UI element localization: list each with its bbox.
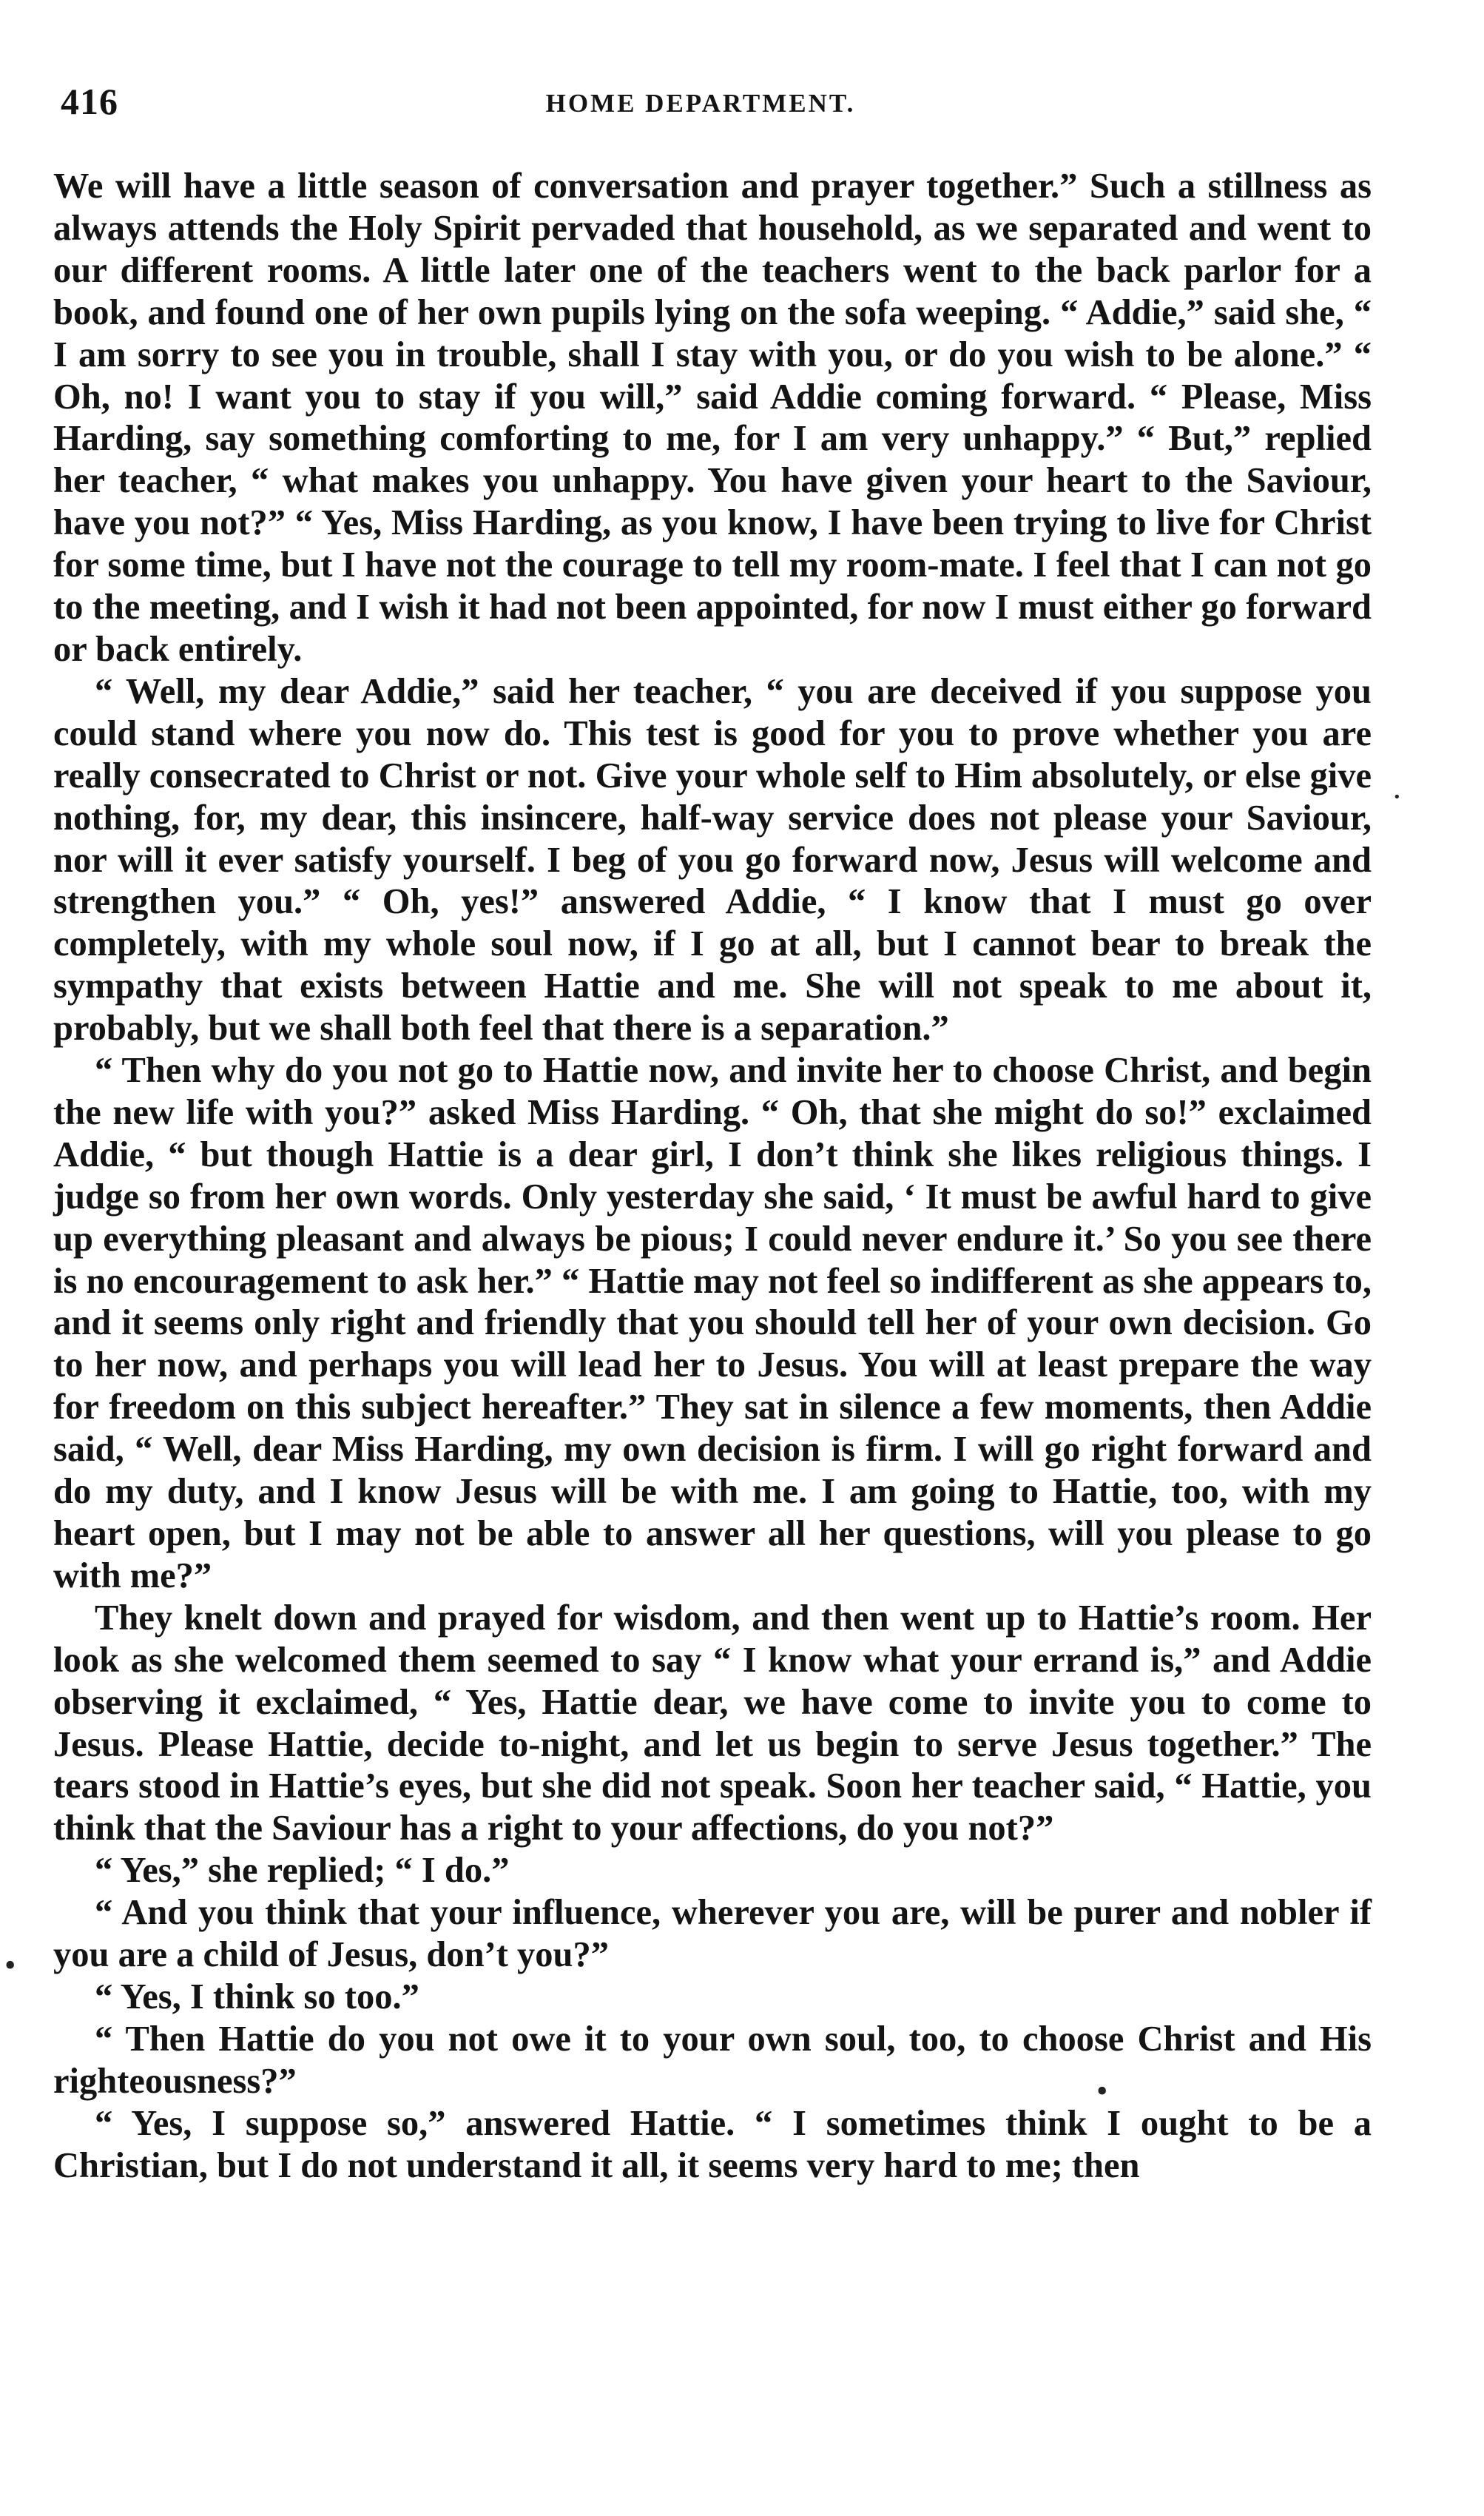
paragraph-2: “ Well, my dear Addie,” said her teacher, “ you are deceived if you suppose you could stand where you now do. This test is good for you to prove whether you are really consecrated to Christ or not. Give your whole self to Him absolutely, or else give nothing, for, my dear, this insincere, half-way service does not please your Saviour, nor will it ever satisfy yourself. I beg of you go forward now, Jesus will welcome and strengthen you.” “ Oh, yes!” answered Addie, “ I know that I must go over completely, with my whole soul now, if I go at all, but I cannot bear to break the sympathy that exists between Hattie and me. She will not speak to me about it, probably, but we shall both feel that there is a separation.”: [53, 671, 1372, 1049]
running-head-title: HOME DEPARTMENT.: [545, 89, 856, 118]
paragraph-1: We will have a little season of conversation and prayer together.” Such a stillness as always attends the Holy Spirit pervaded that household, as we separated and went to our different rooms. A little later one of the teachers went to the back parlor for a book, and found one of her own pupils lying on the sofa weeping. “ Addie,” said she, “ I am sorry to see you in trouble, shall I stay with you, or do you wish to be alone.” “ Oh, no! I want you to stay if you will,” said Addie coming forward. “ Please, Miss Harding, say something comforting to me, for I am very unhappy.” “ But,” replied her teacher, “ what makes you unhappy. You have given your heart to the Saviour, have you not?” “ Yes, Miss Harding, as you know, I have been trying to live for Christ for some time, but I have not the courage to tell my room-mate. I feel that I can not go to the meeting, and I wish it had not been appointed, for now I must either go forward or back entirely.: [53, 166, 1372, 669]
paragraph-3: “ Then why do you not go to Hattie now, and invite her to choose Christ, and begin the new life with you?” asked Miss Harding. “ Oh, that she might do so!” exclaimed Addie, “ but though Hattie is a dear girl, I don’t think she likes religious things. I judge so from her own words. Only yesterday she said, ‘ It must be awful hard to give up everything pleasant and always be pious; I could never endure it.’ So you see there is no encouragement to ask her.” “ Hattie may not feel so indifferent as she appears to, and it seems only right and friendly that you should tell her of your own decision. Go to her now, and perhaps you will lead her to Jesus. You will at least prepare the way for freedom on this subject hereafter.” They sat in silence a few moments, then Addie said, “ Well, dear Miss Harding, my own decision is firm. I will go right forward and do my duty, and I know Jesus will be with me. I am going to Hattie, too, with my heart open, but I may not be able to answer all her questions, will you please to go with me?”: [53, 1051, 1372, 1595]
paragraph-5: “ Yes,” she replied; “ I do.”: [95, 1851, 510, 1891]
running-head: [61, 80, 1340, 139]
paragraph-6: “ And you think that your influence, wherever you are, will be purer and nobler if you are a child of Jesus, don’t you?”: [53, 1893, 1372, 1975]
ink-blot-mark: •: [1096, 2073, 1108, 2109]
page-number: 416: [61, 81, 118, 122]
paragraph-4: They knelt down and prayed for wisdom, and then went up to Hattie’s room. Her look as she welcomed them seemed to say “ I know what your errand is,” and Addie observing it exclaimed, “ Yes, Hattie dear, we have come to invite you to come to Jesus. Please Hattie, decide to-night, and let us begin to serve Jesus together.” The tears stood in Hattie’s eyes, but she did not speak. Soon her teacher said, “ Hattie, you think that the Saviour has a right to your affections, do you not?”: [53, 1598, 1372, 1849]
margin-dot-mark: ·: [1392, 778, 1403, 815]
paragraph-8: “ Then Hattie do you not owe it to your own soul, too, to choose Christ and His righteousness?”: [53, 2019, 1372, 2101]
paragraph-9: “ Yes, I suppose so,” answered Hattie. “ I sometimes think I ought to be a Christian, but I do not understand it all, it seems very hard to me; then: [53, 2103, 1372, 2185]
margin-bullet-mark: •: [4, 1947, 16, 1983]
body-text: [53, 166, 1372, 2187]
paragraph-7: “ Yes, I think so too.”: [95, 1977, 419, 2016]
